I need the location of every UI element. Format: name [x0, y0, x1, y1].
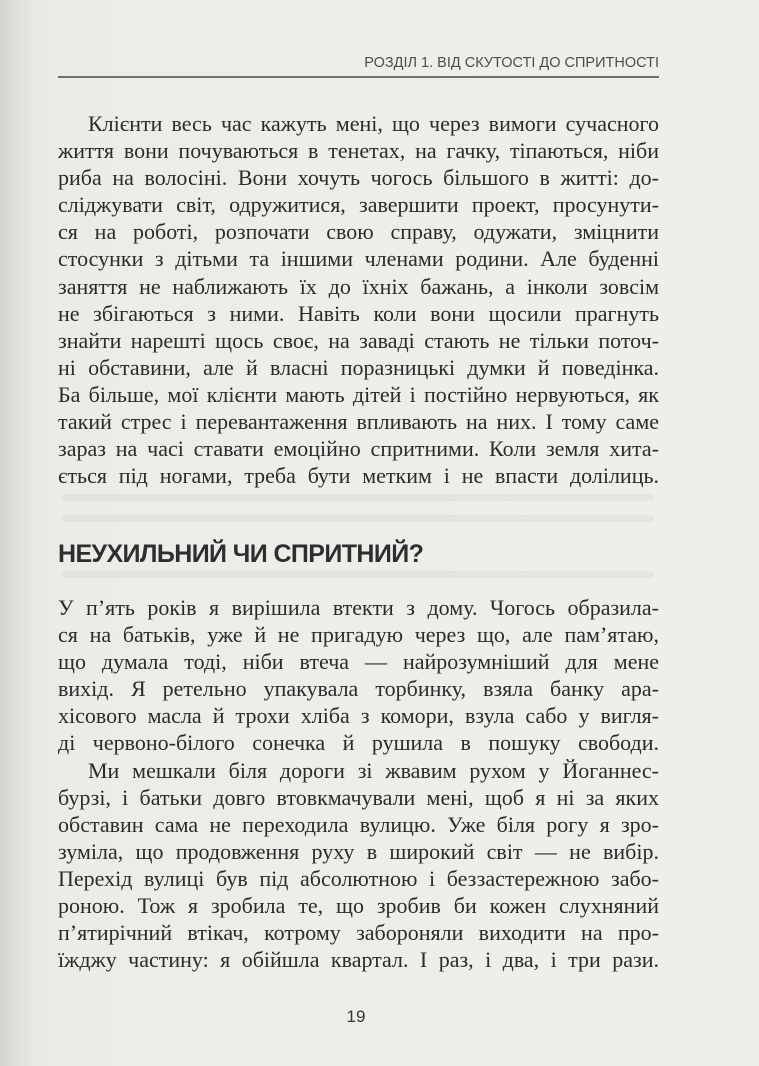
show-through-texture — [62, 515, 654, 522]
text-line: обставин сама не переходила вулицю. Уже біля рогу я зро- — [58, 811, 659, 837]
text-line: сліджувати світ, одружитися, завершити проект, просунути- — [58, 192, 659, 218]
text-line: У п’ять років я вирішила втекти з дому. Чогось образила- — [58, 595, 659, 620]
text-line: їжджу частину: я обійшла квартал. І раз, і два, і три рази. — [58, 947, 659, 973]
text-line: знайти нарешті щось своє, на заваді стають не тільки поточ- — [58, 327, 659, 353]
text-line: ді червоно-білого сонечка й рушила в пошуку свободи. — [58, 730, 659, 756]
text-line: життя вони почуваються в тенетах, на гачку, тіпаються, ніби — [58, 138, 659, 164]
text-line: бурзі, і батьки довго втовкмачували мені, щоб я ні за яких — [58, 784, 659, 810]
text-line: не збігаються з ними. Навіть коли вони щосили прагнуть — [58, 300, 659, 326]
text-line: заняття не наближають їх до їхніх бажань, а інколи зовсім — [58, 273, 659, 299]
text-line: вихід. Я ретельно упакувала торбинку, взяла банку ара- — [58, 676, 659, 702]
text-line: роною. Тож я зробила те, що зробив би кожен слухняний — [58, 893, 659, 919]
text-line: ся на батьків, уже й не пригадую через що, але пам’ятаю, — [58, 622, 659, 648]
text-line: риба на волосіні. Вони хочуть чогось більшого в житті: до- — [58, 165, 659, 191]
section-heading: НЕУХИЛЬНИЙ ЧИ СПРИТНИЙ? — [58, 540, 424, 568]
text-line: п’ятирічний втікач, котрому забороняли виходити на про- — [58, 920, 659, 946]
text-line: Ба більше, мої клієнти мають дітей і постійно нервуються, як — [58, 381, 659, 407]
show-through-texture — [62, 571, 654, 578]
text-line: ся на роботі, розпочати свою справу, одужати, зміцнити — [58, 219, 659, 245]
paragraph-2 — [58, 594, 659, 973]
text-line: зараз на часі ставати емоційно спритними. Коли земля хита- — [58, 436, 659, 462]
text-line: стосунки з дітьми та іншими членами родини. Але буденні — [58, 246, 659, 272]
text-line: ється під ногами, треба бути метким і не впасти долілиць. — [58, 463, 659, 489]
text-line: зуміла, що продовження руху в широкий світ — не вибір. — [58, 838, 659, 864]
paragraph-1 — [58, 110, 659, 489]
text-line: такий стрес і перевантаження впливають на них. І тому саме — [58, 409, 659, 435]
running-header: РОЗДІЛ 1. ВІД СКУТОСТІ ДО СПРИТНОСТІ — [364, 55, 659, 71]
page-number: 19 — [346, 1007, 366, 1026]
text-line: хісового масла й трохи хліба з комори, взула сабо у вигля- — [58, 703, 659, 729]
text-line: що думала тоді, ніби втеча — найрозумніший для мене — [58, 649, 659, 675]
text-line: Ми мешкали біля дороги зі жвавим рухом у Йоганнес- — [88, 757, 659, 783]
text-line: Клієнти весь час кажуть мені, що через вимоги сучасного — [88, 111, 659, 136]
show-through-texture — [62, 494, 654, 501]
header-rule — [58, 76, 659, 78]
text-line: Перехід вулиці був під абсолютною і беззастережною забо- — [58, 865, 659, 891]
text-line: ні обставини, але й власні поразницькі думки й поведінка. — [58, 354, 659, 380]
